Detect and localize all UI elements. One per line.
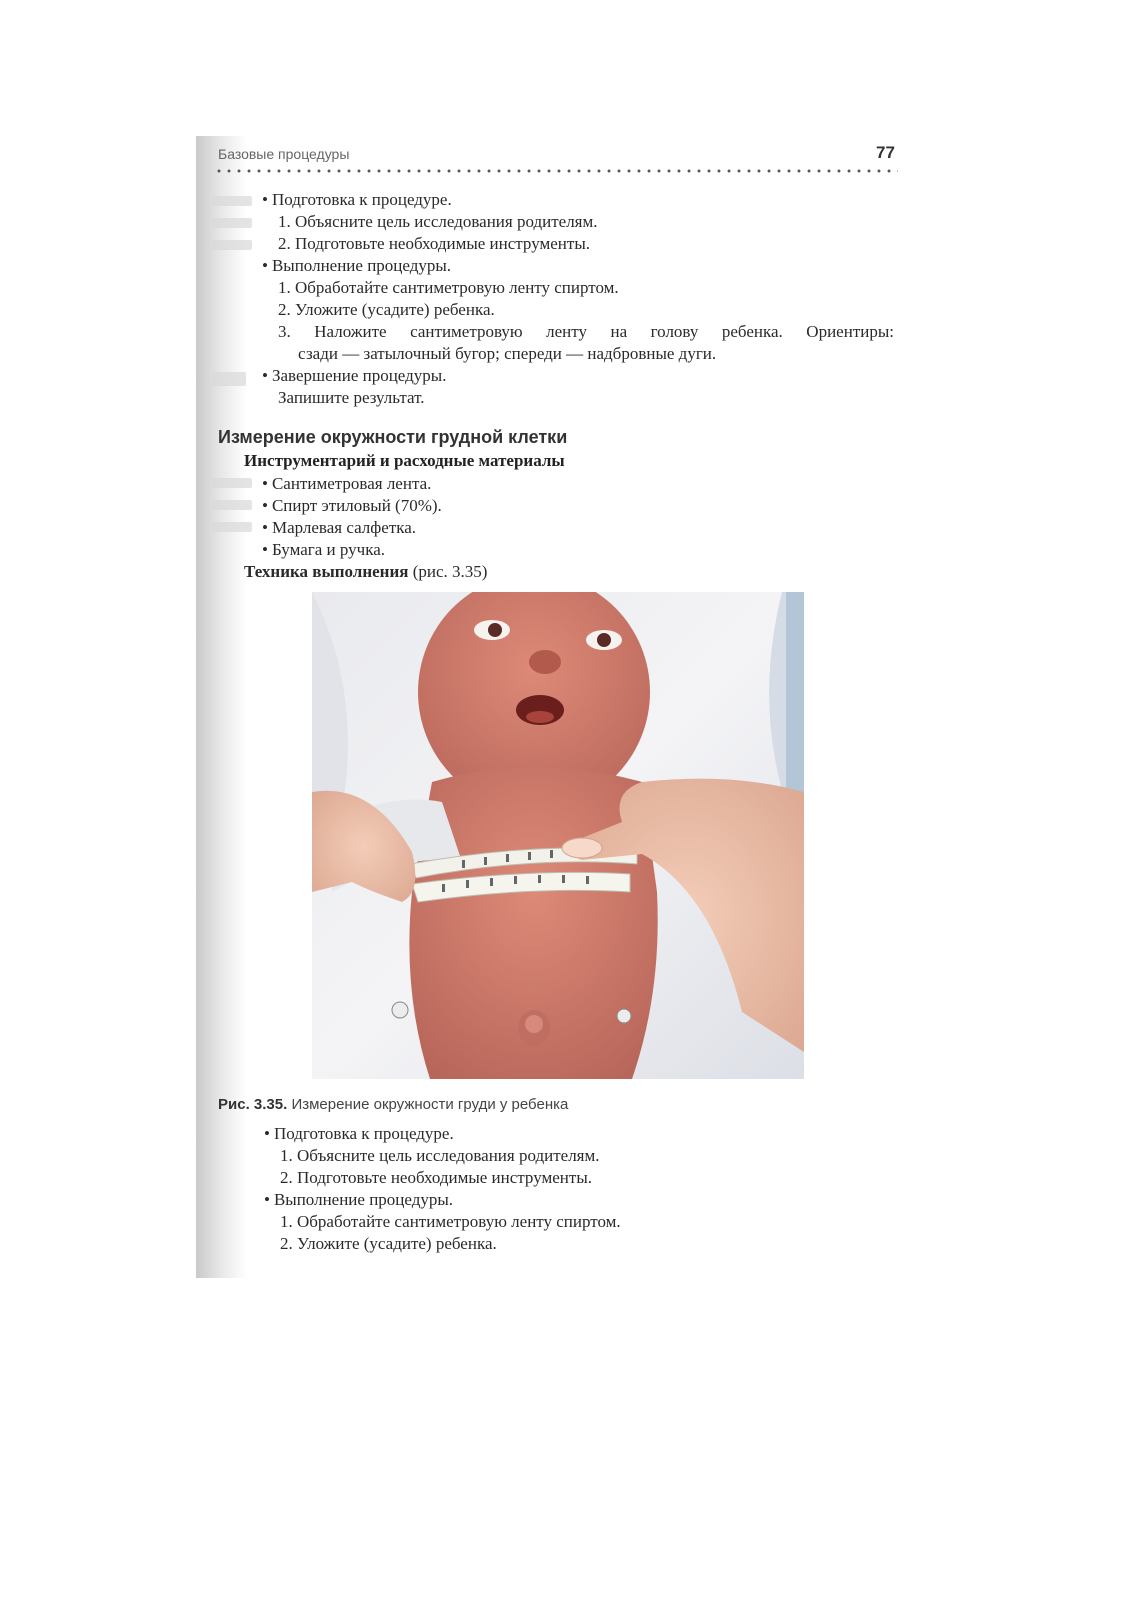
running-head: Базовые процедуры: [218, 146, 350, 162]
bleed-through-mark: [212, 240, 252, 250]
header-dotted-rule: [214, 168, 898, 174]
list-item: 1. Обработайте сантиметровую ленту спиртом.: [278, 278, 619, 297]
list-item: • Марлевая салфетка.: [262, 518, 416, 538]
list-item: 2. Подготовьте необходимые инструменты.: [278, 234, 590, 253]
list-item: • Подготовка к процедуре.: [264, 1124, 454, 1144]
list-item: • Сантиметровая лента.: [262, 474, 431, 494]
figure-reference: (рис. 3.35): [412, 562, 488, 581]
section-heading: Измерение окружности грудной клетки: [218, 427, 568, 447]
list-item: 1. Объясните цель исследования родителям.: [280, 1146, 600, 1165]
list-item: • Бумага и ручка.: [262, 540, 385, 560]
infant-chest-measurement-illustration: [312, 592, 804, 1079]
bleed-through-mark: [212, 500, 252, 510]
list-item: • Выполнение процедуры.: [264, 1190, 453, 1210]
list-item: 2. Подготовьте необходимые инструменты.: [280, 1168, 592, 1187]
bleed-through-mark: [212, 218, 252, 228]
list-item: 2. Уложите (усадите) ребенка.: [278, 300, 495, 319]
list-item: Запишите результат.: [278, 388, 425, 407]
list-item: 1. Обработайте сантиметровую ленту спиртом.: [280, 1212, 621, 1231]
list-item: • Подготовка к процедуре.: [262, 190, 452, 210]
list-item-continuation: сзади — затылочный бугор; спереди — надбровные дуги.: [298, 344, 717, 363]
figure-caption-text: Измерение окружности груди у ребенка: [291, 1096, 569, 1113]
figure-photo: [312, 592, 804, 1079]
list-item: 2. Уложите (усадите) ребенка.: [280, 1234, 497, 1253]
page-number: 77: [876, 143, 895, 162]
list-item: 1. Объясните цель исследования родителям.: [278, 212, 598, 231]
figure-caption: [218, 1096, 568, 1113]
bleed-through-mark: [212, 372, 246, 386]
list-item: • Спирт этиловый (70%).: [262, 496, 442, 516]
bleed-through-mark: [212, 522, 252, 532]
bleed-through-mark: [212, 478, 252, 488]
list-item: 3. Наложите сантиметровую ленту на голову ребенка. Ориентиры:: [278, 322, 894, 341]
list-item: • Завершение процедуры.: [262, 366, 446, 386]
technique-line: [244, 562, 487, 582]
bleed-through-mark: [212, 196, 252, 206]
list-item: • Выполнение процедуры.: [262, 256, 451, 276]
technique-label: Техника выполнения: [244, 562, 409, 581]
subsection-heading: Инструментарий и расходные материалы: [244, 451, 565, 470]
figure-label: Рис. 3.35.: [218, 1096, 288, 1113]
